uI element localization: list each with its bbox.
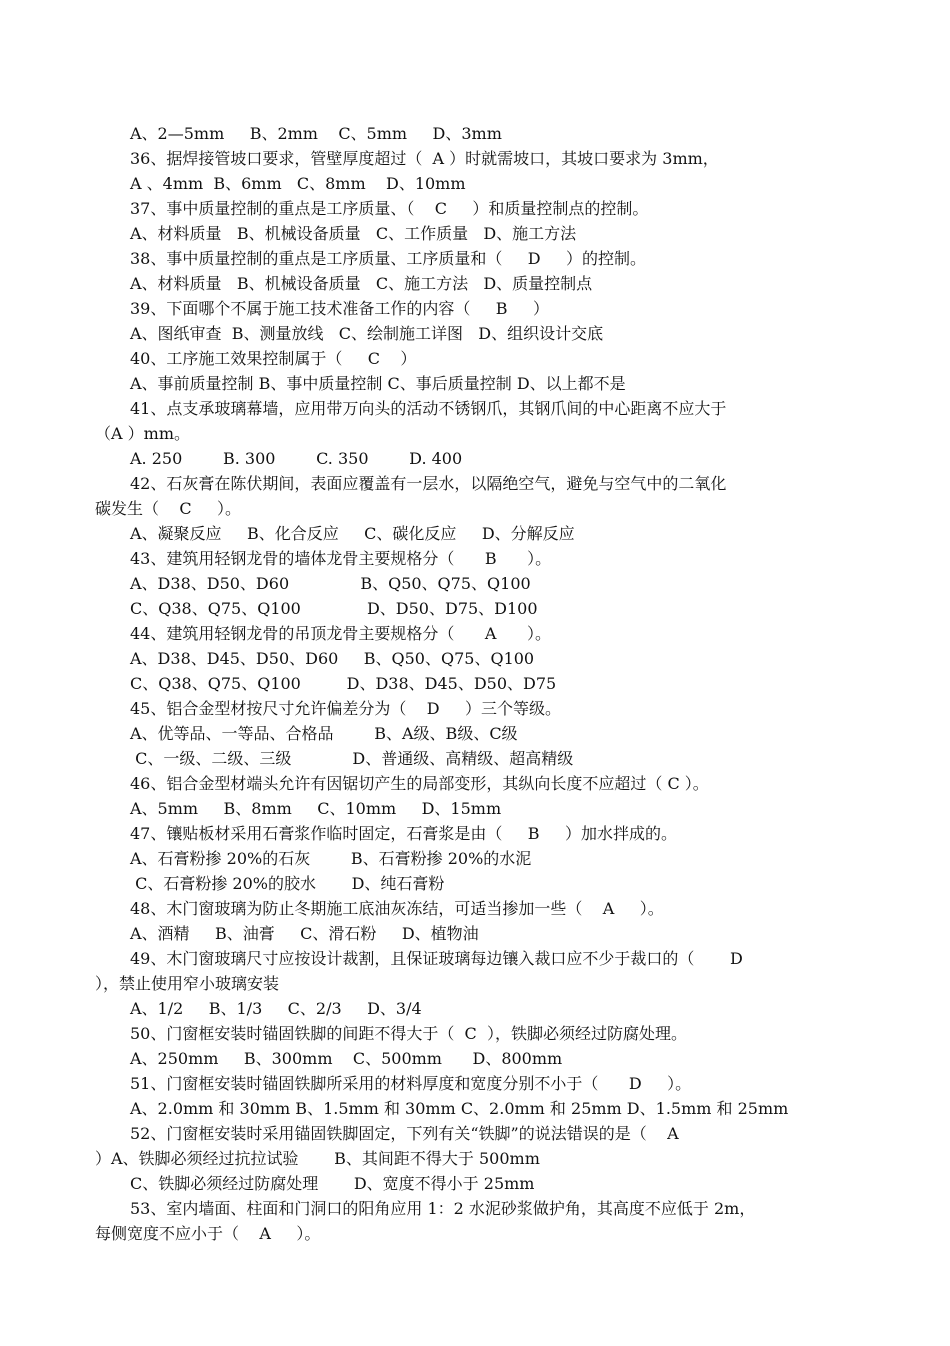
text-line: A、图纸审查 B、测量放线 C、绘制施工详图 D、组织设计交底 [130, 324, 604, 343]
text-line: ），禁止使用窄小玻璃安装 [95, 974, 280, 993]
text-line: A. 250 B. 300 C. 350 D. 400 [130, 449, 463, 468]
question-48: 48、木门窗玻璃为防止冬期施工底油灰冻结，可适当掺加一些（ A ）。 [130, 899, 664, 918]
question-46: 46、铝合金型材端头允许有因锯切产生的局部变形，其纵向长度不应超过（ C ）。 [130, 774, 709, 793]
question-40: 40、工序施工效果控制属于（ C ） [130, 349, 417, 368]
text-line: （A ）mm。 [95, 424, 190, 443]
text-line: A、凝聚反应 B、化合反应 C、碳化反应 D、分解反应 [130, 524, 575, 543]
text-line: A、2—5mm B、2mm C、5mm D、3mm [130, 124, 502, 143]
text-line: A、材料质量 B、机械设备质量 C、工作质量 D、施工方法 [130, 224, 577, 243]
text-line: A、优等品、一等品、合格品 B、A级、B级、C级 [130, 724, 518, 743]
question-39: 39、下面哪个不属于施工技术准备工作的内容（ B ） [130, 299, 549, 318]
text-line: A、250mm B、300mm C、500mm D、800mm [130, 1049, 563, 1068]
text-line: A、材料质量 B、机械设备质量 C、施工方法 D、质量控制点 [130, 274, 593, 293]
question-51: 51、门窗框安装时锚固铁脚所采用的材料厚度和宽度分别不小于（ D ）。 [130, 1074, 692, 1093]
question-47: 47、镶贴板材采用石膏浆作临时固定，石膏浆是由（ B ）加水拌成的。 [130, 824, 677, 843]
text-line: C、石膏粉掺 20%的胶水 D、纯石膏粉 [130, 874, 445, 893]
question-36: 36、据焊接管坡口要求，管壁厚度超过（ A ）时就需坡口，其坡口要求为 3mm， [130, 149, 719, 168]
text-line: A、事前质量控制 B、事中质量控制 C、事后质量控制 D、以上都不是 [130, 374, 626, 393]
text-line: C、Q38、Q75、Q100 D、D50、D75、D100 [130, 599, 538, 618]
question-44: 44、建筑用轻钢龙骨的吊顶龙骨主要规格分（ A ）。 [130, 624, 551, 643]
question-52: 52、门窗框安装时采用锚固铁脚固定，下列有关“铁脚”的说法错误的是（ A [130, 1124, 679, 1143]
text-line: A、石膏粉掺 20%的石灰 B、石膏粉掺 20%的水泥 [130, 849, 532, 868]
question-42: 42、石灰膏在陈伏期间，表面应覆盖有一层水，以隔绝空气，避免与空气中的二氧化 [130, 474, 727, 493]
question-45: 45、铝合金型材按尺寸允许偏差分为（ D ）三个等级。 [130, 699, 561, 718]
question-50: 50、门窗框安装时锚固铁脚的间距不得大于（ C ），铁脚必须经过防腐处理。 [130, 1024, 687, 1043]
question-53: 53、室内墙面、柱面和门洞口的阳角应用 1：2 水泥砂浆做护角，其高度不应低于 2m， [130, 1199, 756, 1218]
text-line: A、D38、D45、D50、D60 B、Q50、Q75、Q100 [130, 649, 535, 668]
text-line: C、一级、二级、三级 D、普通级、高精级、超高精级 [130, 749, 574, 768]
text-line: A、2.0mm 和 30mm B、1.5mm 和 30mm C、2.0mm 和 25mm D、1.5mm 和 25mm [130, 1099, 789, 1118]
text-line: 每侧宽度不应小于（ A ）。 [95, 1224, 321, 1243]
text-line: A、D38、D50、D60 B、Q50、Q75、Q100 [130, 574, 531, 593]
question-49: 49、木门窗玻璃尺寸应按设计裁割，且保证玻璃每边镶入裁口应不少于裁口的（ D [130, 949, 743, 968]
text-line: 碳发生（ C ）。 [95, 499, 242, 518]
text-line: A、1/2 B、1/3 C、2/3 D、3/4 [130, 999, 422, 1018]
text-line: A 、4mm B、6mm C、8mm D、10mm [130, 174, 466, 193]
question-41: 41、点支承玻璃幕墙，应用带万向头的活动不锈钢爪，其钢爪间的中心距离不应大于 [130, 399, 727, 418]
text-line: C、Q38、Q75、Q100 D、D38、D45、D50、D75 [130, 674, 557, 693]
text-line: A、5mm B、8mm C、10mm D、15mm [130, 799, 502, 818]
text-line: ）A、铁脚必须经过抗拉试验 B、其间距不得大于 500mm [95, 1149, 540, 1168]
question-37: 37、事中质量控制的重点是工序质量、（ C ）和质量控制点的控制。 [130, 199, 649, 218]
question-43: 43、建筑用轻钢龙骨的墙体龙骨主要规格分（ B ）。 [130, 549, 552, 568]
question-38: 38、事中质量控制的重点是工序质量、工序质量和（ D ）的控制。 [130, 249, 647, 268]
text-line: C、铁脚必须经过防腐处理 D、宽度不得小于 25mm [130, 1174, 535, 1193]
text-line: A、酒精 B、油膏 C、滑石粉 D、植物油 [130, 924, 479, 943]
